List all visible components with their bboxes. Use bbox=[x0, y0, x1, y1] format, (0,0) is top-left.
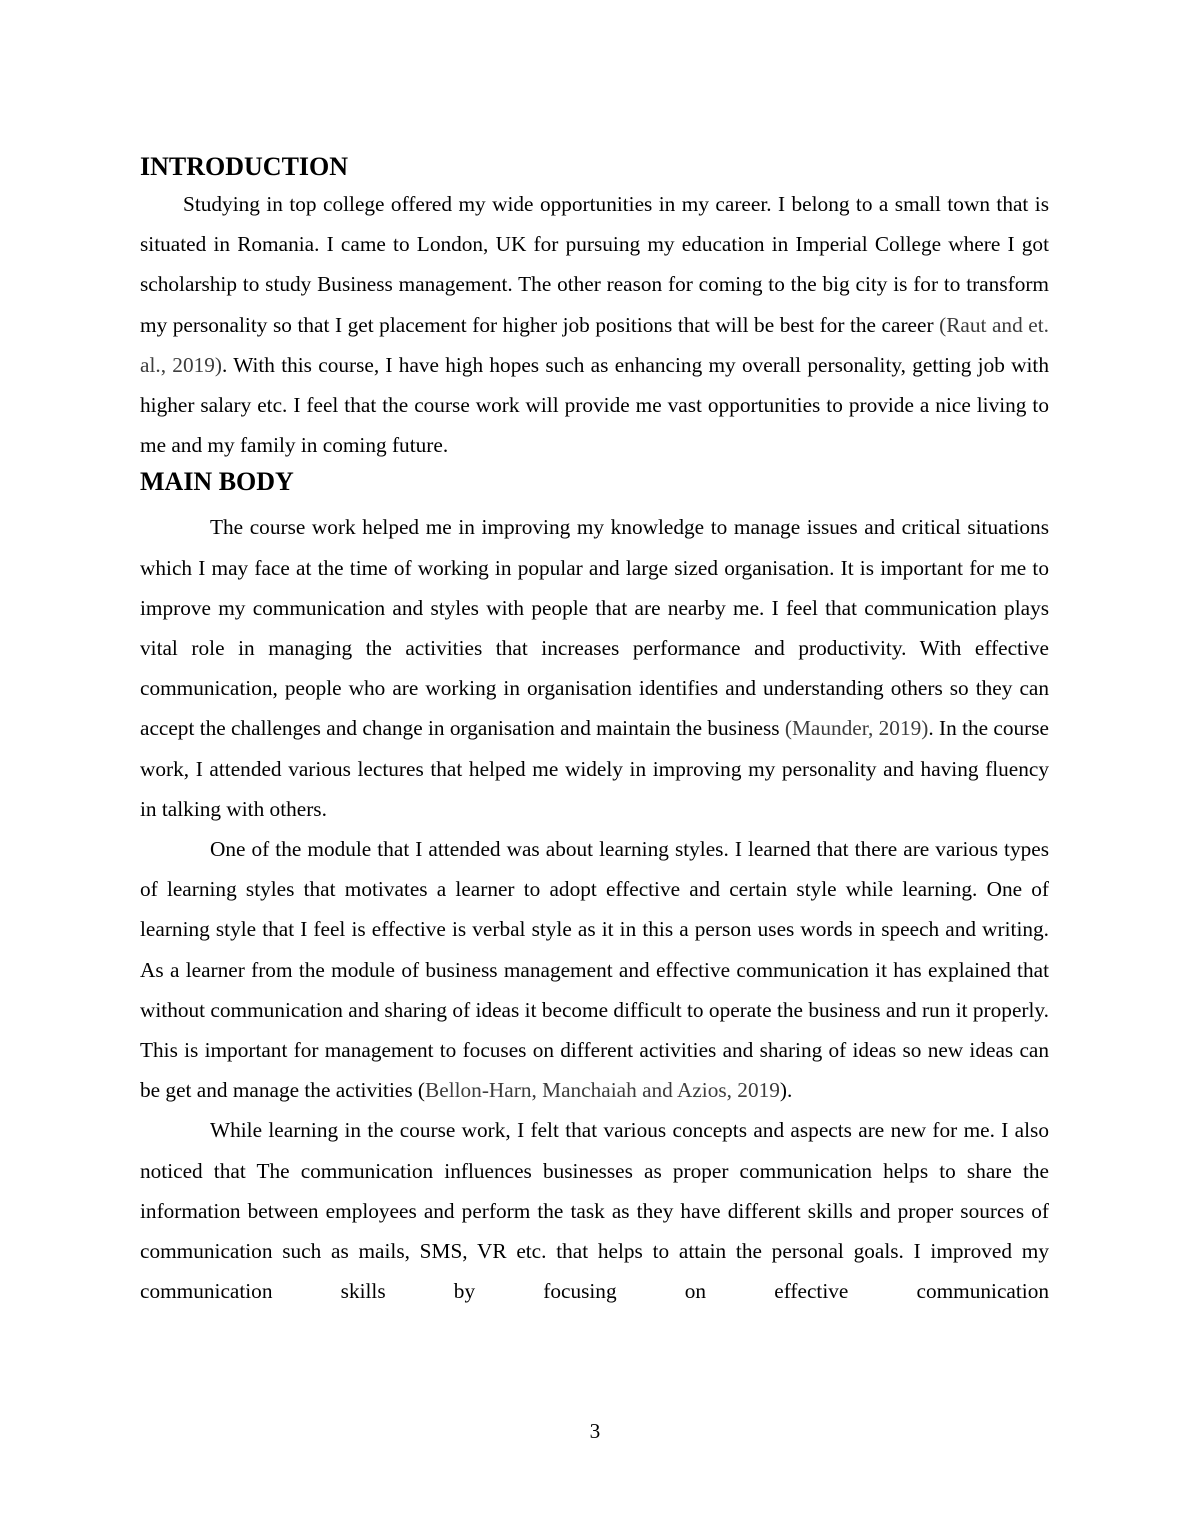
page-number: 3 bbox=[589, 1419, 601, 1443]
paragraph-2-text-after: ). bbox=[779, 1078, 793, 1103]
intro-text-after: . With this course, I have high hopes such as enhancing my overall personality, getting job with higher salary etc. I feel that the course work will provide me vast opportunities to provide a nice living to me and my family in coming future. bbox=[140, 352, 1049, 458]
paragraph-1-text-before: The course work helped me in improving my knowledge to manage issues and critical situations which I may face at the time of working in popular and large sized organisation. It is important for me to improve my communication and styles with people that are nearby me. I feel that communication plays vital role in managing the activities that increases performance and productivity. With effective communication, people who are working in organisation identifies and understanding others so they can accept the challenges and change in organisation and maintain the business bbox=[140, 515, 1049, 741]
paragraph-3-text: While learning in the course work, I felt that various concepts and aspects are new for me. I also noticed that The communication influences businesses as proper communication helps to share the information between employees and perform the task as they have different skills and proper sources of communication such as mails, SMS, VR etc. that helps to attain the personal goals. I improved my communication skills by focusing on effective communication bbox=[140, 1118, 1049, 1304]
body-paragraph-1 bbox=[140, 507, 1049, 829]
page-content bbox=[140, 150, 1049, 1311]
intro-citation: (Raut and et. al., 2019) bbox=[140, 312, 1049, 377]
body-paragraph-2 bbox=[140, 829, 1049, 1110]
intro-text-before: Studying in top college offered my wide opportunities in my career. I belong to a small town that is situated in Romania. I came to London, UK for pursuing my education in Imperial College where I got scholarship to study Business management. The other reason for coming to the big city is for to transform my personality so that I get placement for higher job positions that will be best for the career bbox=[140, 192, 1049, 337]
body-paragraph-3 bbox=[140, 1110, 1049, 1311]
paragraph-1-text-after: . In the course work, I attended various lectures that helped me widely in improving my personality and having fluency in talking with others. bbox=[140, 716, 1049, 821]
paragraph-2-citation: Bellon-Harn, Manchaiah and Azios, 2019 bbox=[425, 1078, 780, 1103]
intro-heading: INTRODUCTION bbox=[140, 152, 349, 181]
paragraph-2-text-before: One of the module that I attended was about learning styles. I learned that there are various types of learning styles that motivates a learner to adopt effective and certain style while learning. One of learning style that I feel is effective is verbal style as it in this a person uses words in speech and writing. As a learner from the module of business management and effective communication it has explained that without communication and sharing of ideas it become difficult to operate the business and run it properly. This is important for management to focuses on different activities and sharing of ideas so new ideas can be get and manage the activities ( bbox=[140, 837, 1049, 1103]
main-body-heading: MAIN BODY bbox=[140, 467, 294, 497]
paragraph-1-citation: (Maunder, 2019) bbox=[784, 716, 929, 741]
intro-paragraph bbox=[140, 184, 1049, 465]
